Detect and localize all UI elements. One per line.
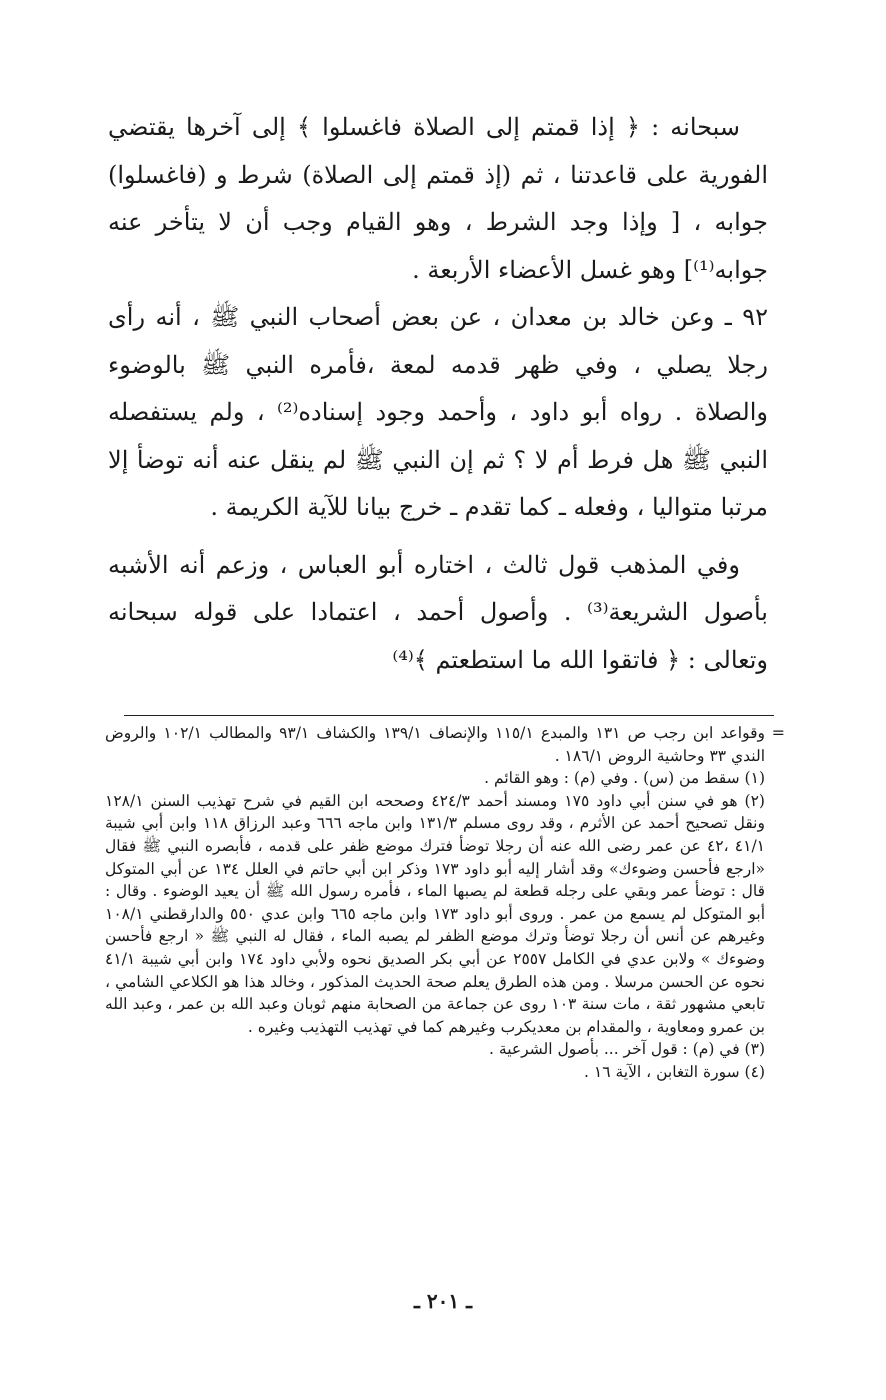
footnote-3: (٣) في (م) : قول آخر ... بأصول الشرعية . <box>489 1040 765 1059</box>
paragraph-intro: سبحانه : ﴿ إذا قمتم إلى الصلاة فاغسلوا ﴾ إلى آخرها يقتضي الفورية على قاعدتنا ، ثم (إذ قمتم إلى الصلاة) شرط و (فاغسلوا) جوابه ، [ وإذا وجد الشرط ، وهو القيام وجب أن لا يتأخر عنه جوابه⁽¹⁾] وهو غسل الأعضاء الأربعة . <box>108 113 768 284</box>
continuation-mark: = <box>771 723 785 742</box>
footnote-1: (١) سقط من (س) . وفي (م) : وهو القائم . <box>484 769 765 788</box>
paragraph-hadith-92: ٩٢ ـ وعن خالد بن معدان ، عن بعض أصحاب النبي ﷺ ، أنه رأى رجلا يصلي ، وفي ظهر قدمه لمعة ،فأمره النبي ﷺ بالوضوء والصلاة . رواه أبو داود ، وأحمد وجود إسناده⁽²⁾ ، ولم يستفصله النبي ﷺ هل فرط أم لا ؟ ثم إن النبي ﷺ لم ينقل عنه أنه توضأ إلا مرتبا متواليا ، وفعله ـ كما تقدم ـ خرج بيانا للآية الكريمة . <box>108 303 768 521</box>
footnotes <box>105 722 765 1084</box>
footnote-continuation: وقواعد ابن رجب ص ١٣١ والمبدع ١١٥/١ والإنصاف ١٣٩/١ والكشاف ٩٣/١ والمطالب ١٠٢/١ والروض الندي ٣٣ وحاشية الروض ١٨٦/١ . <box>105 724 766 765</box>
paragraph-third-opinion: وفي المذهب قول ثالث ، اختاره أبو العباس ، وزعم أنه الأشبه بأصول الشريعة⁽³⁾ . وأصول أحمد ، اعتمادا على قوله سبحانه وتعالى : ﴿ فاتقوا الله ما استطعتم ﴾⁽⁴⁾ <box>108 550 768 674</box>
main-text <box>108 104 768 684</box>
page-number: ـ ٢٠١ ـ <box>414 1289 472 1313</box>
footnote-separator <box>124 715 774 716</box>
footnote-2: (٢) هو في سنن أبي داود ١٧٥ ومسند أحمد ٤٢٤/٣ وصححه ابن القيم في شرح تهذيب السنن ١٢٨/١ ونقل تصحيح أحمد عن الأثرم ، وقد روى مسلم ١٣١/٣ وابن ماجه ٦٦٦ وعبد الرزاق ١١٨ وابن أبي شيبة ٤١/١ ،٤٢ عن عمر رضى الله عنه أن رجلا توضأ فترك موضع ظفر على قدمه ، فأبصره النبي ﷺ فقال «ارجع فأحسن وضوءك» وقد أشار إليه أبو داود ١٧٣ وذكر ابن أبي حاتم في العلل ١٣٤ عن أبي المتوكل قال : توضأ عمر وبقي على رجله قطعة لم يصبها الماء ، فأمره رسول الله ﷺ أن يعيد الوضوء . وقال : أبو المتوكل لم يسمع من عمر . وروى أبو داود ١٧٣ وابن ماجه ٦٦٥ وابن عدي ٥٥٠ والدارقطني ١٠٨/١ وغيرهم عن أنس أن رجلا توضأ وترك موضع الظفر لم يصبه الماء ، فقال له النبي ﷺ « ارجع فأحسن وضوءك » ولابن عدي في الكامل ٢٥٥٧ عن أبي بكر الصديق نحوه ولأبي داود ١٧٤ وابن أبي شيبة ٤١/١ نحوه عن الحسن مرسلا . ومن هذه الطرق يعلم صحة الحديث المذكور ، وخالد هذا هو الكلاعي الشامي ، تابعي مشهور ثقة ، مات سنة ١٠٣ روى عن جماعة من الصحابة منهم ثوبان وعبد الله بن عمر ، وعبد الله بن عمرو ومعاوية ، والمقدام بن معديكرب وغيرهم كما في تهذيب التهذيب وغيره . <box>105 791 766 1036</box>
footnote-4: (٤) سورة التغابن ، الآية ١٦ . <box>584 1062 765 1081</box>
